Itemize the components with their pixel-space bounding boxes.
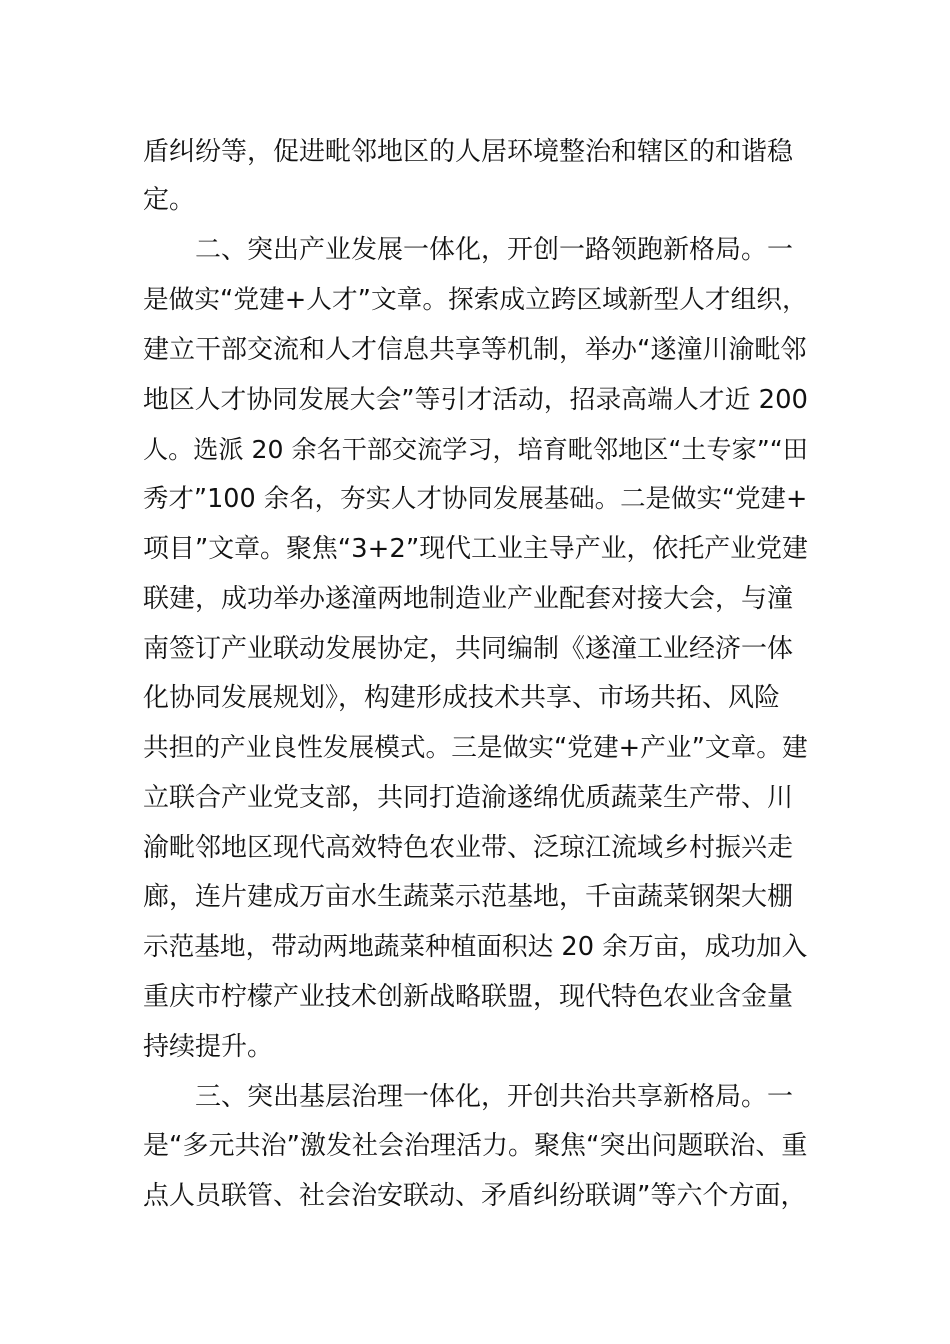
- text-line: 重庆市柠檬产业技术创新战略联盟，现代特色农业含金量: [143, 982, 794, 1012]
- text-line: 是“多元共治”激发社会治理活力。聚焦“突出问题联治、重: [143, 1131, 808, 1161]
- text-line: 示范基地，带动两地蔬菜种植面积达 20 余万亩，成功加入: [143, 932, 808, 962]
- text-line: 渝毗邻地区现代高效特色农业带、泛琼江流域乡村振兴走: [143, 833, 794, 863]
- text-line: 建立干部交流和人才信息共享等机制，举办“遂潼川渝毗邻: [143, 335, 807, 365]
- text-line: 项目”文章。聚焦“3+2”现代工业主导产业，依托产业党建: [143, 534, 808, 564]
- text-line: 化协同发展规划》，构建形成技术共享、市场共拓、风险: [143, 683, 781, 713]
- text-line: 立联合产业党支部，共同打造渝遂绵优质蔬菜生产带、川: [143, 783, 794, 813]
- text-line: 是做实“党建+人才”文章。探索成立跨区域新型人才组织，: [143, 285, 808, 315]
- text-line: 秀才”100 余名，夯实人才协同发展基础。二是做实“党建+: [143, 484, 808, 514]
- paragraph-heading-line: 二、突出产业发展一体化，开创一路领跑新格局。一: [195, 235, 794, 265]
- text-line: 点人员联管、社会治安联动、矛盾纠纷联调”等六个方面，: [143, 1181, 807, 1211]
- text-line: 南签订产业联动发展协定，共同编制《遂潼工业经济一体: [143, 634, 794, 664]
- paragraph-heading-line: 三、突出基层治理一体化，开创共治共享新格局。一: [195, 1082, 794, 1112]
- text-line: 地区人才协同发展大会”等引才活动，招录高端人才近 200: [143, 385, 808, 415]
- text-line: 定。: [143, 185, 196, 215]
- text-line: 廊，连片建成万亩水生蔬菜示范基地，千亩蔬菜钢架大棚: [143, 882, 794, 912]
- text-line: 人。选派 20 余名干部交流学习，培育毗邻地区“土专家”“田: [143, 435, 808, 464]
- text-line: 盾纠纷等，促进毗邻地区的人居环境整治和辖区的和谐稳: [143, 137, 794, 167]
- text-line: 共担的产业良性发展模式。三是做实“党建+产业”文章。建: [143, 733, 808, 763]
- text-line: 联建，成功举办遂潼两地制造业产业配套对接大会，与潼: [143, 584, 794, 614]
- text-line: 持续提升。: [143, 1032, 274, 1062]
